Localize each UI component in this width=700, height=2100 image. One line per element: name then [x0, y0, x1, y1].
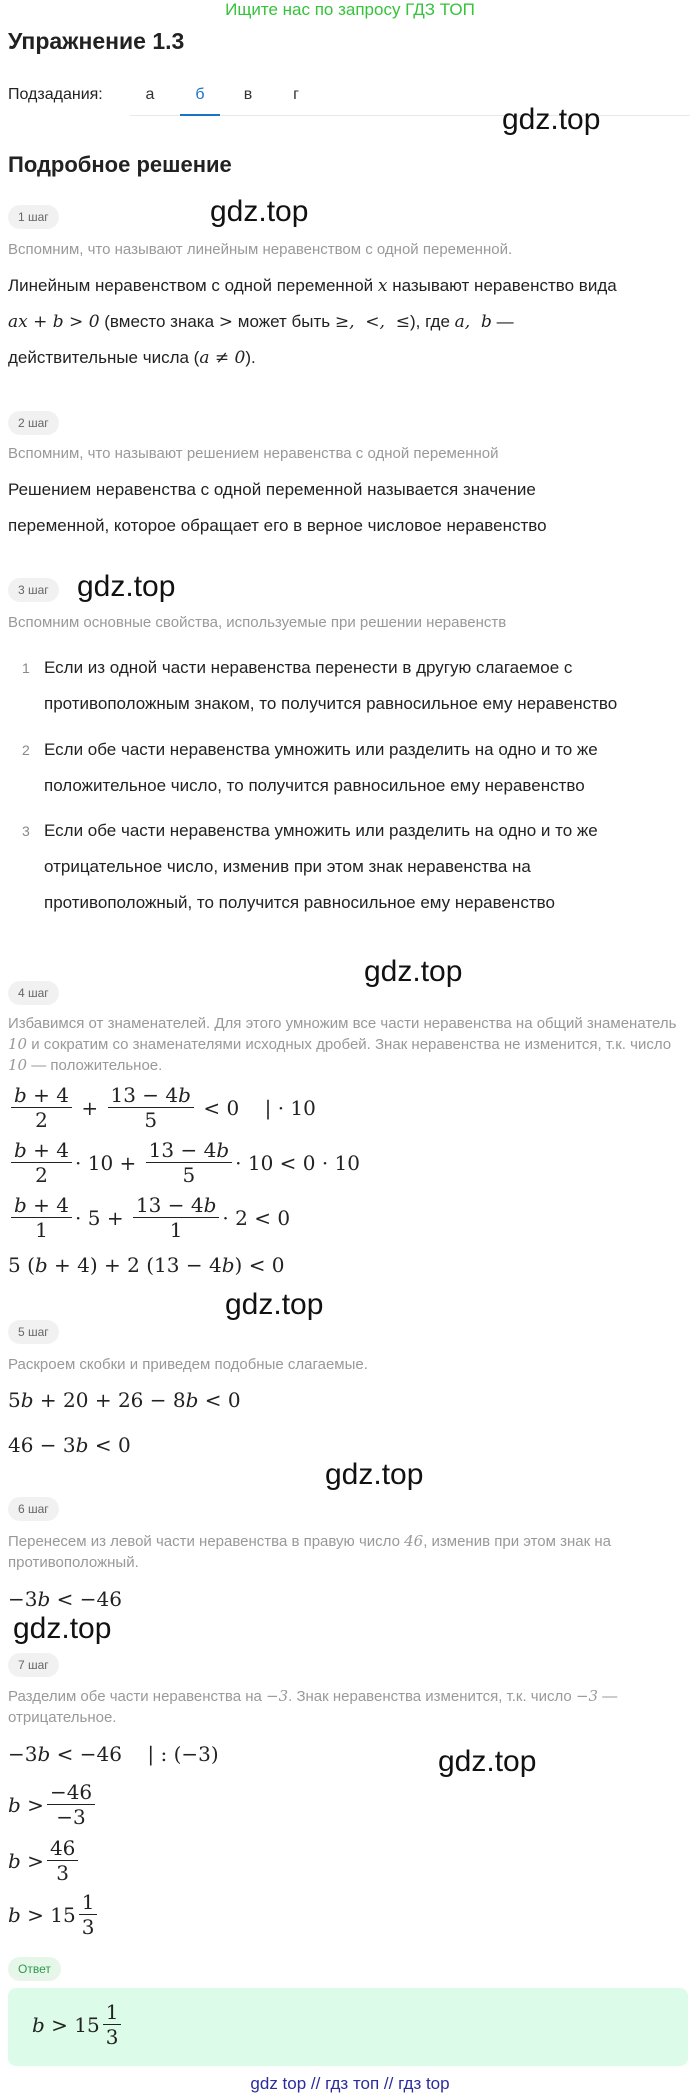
text-part: Перенесем из левой части неравенства в правую число: [8, 1533, 405, 1550]
formula: $\frac{b + 4}{1}$ · 5 + $\frac{13 - 4b}{1}$ · 2 < 0: [8, 1193, 290, 1242]
formula: b > $\frac{-46}{-3}$: [8, 1780, 98, 1829]
item-text: Если обе части неравенства умножить или разделить на одно и то же отрицательное число, изменив при этом знак неравенства на противоположный, то получится равносильное ему неравенство: [44, 821, 598, 912]
step-2-hint: Вспомним, что называют решением неравенства с одной переменной: [8, 445, 499, 462]
watermark: gdz.top: [77, 570, 176, 603]
watermark: gdz.top: [13, 1612, 112, 1645]
formula: 5 (b + 4) + 2 (13 − 4b) < 0: [8, 1253, 285, 1277]
text-part: 10: [8, 1035, 28, 1053]
answer-badge: Ответ: [8, 1957, 61, 1981]
step-6-badge: 6 шаг: [8, 1497, 59, 1521]
text-part: 10: [8, 1056, 28, 1074]
step-4-hint: [8, 1013, 678, 1076]
text-part: −3: [266, 1687, 289, 1705]
tab-g[interactable]: г: [293, 86, 299, 103]
step-7-badge: 7 шаг: [8, 1653, 59, 1677]
step-1-text: Линейным неравенством с одной переменной x называют неравенство вида ax + b > 0 (вместо знака > может быть ≥, <, ≤), где a, b — действительные числа (a ≠ 0).: [8, 276, 617, 368]
text-part: ).: [245, 348, 256, 367]
top-banner: Ищите нас по запросу ГДЗ ТОП: [225, 0, 475, 19]
item-number: 1: [22, 660, 30, 676]
formula: $\frac{b + 4}{2}$ · 10 + $\frac{13 - 4b}{5}$ · 10 < 0 · 10: [8, 1138, 360, 1187]
text-part: и сократим со знаменателями исходных дробей. Знак неравенства не изменится, т.к. число: [27, 1036, 672, 1053]
tab-a[interactable]: а: [145, 86, 155, 103]
item-text: Если обе части неравенства умножить или разделить на одно и то же положительное число, то получится равносильное ему неравенство: [44, 740, 598, 795]
exercise-title: Упражнение 1.3: [8, 28, 185, 54]
text-part: 46: [404, 1532, 424, 1550]
section-title: Подробное решение: [8, 152, 232, 177]
formula: 5b + 20 + 26 − 8b < 0: [8, 1388, 241, 1412]
step-2-text: Решением неравенства с одной переменной называется значение переменной, которое обращает его в верное числовое неравенство: [8, 480, 547, 535]
text-part: ), где: [409, 312, 455, 331]
formula: b > $\frac{46}{3}$: [8, 1836, 81, 1885]
active-tab-indicator: [180, 114, 220, 116]
text-part: Избавимся от знаменателей. Для этого умножим все части неравенства на общий знаменатель: [8, 1015, 677, 1032]
step-2-badge: 2 шаг: [8, 411, 59, 435]
text-part: может быть: [233, 312, 335, 331]
text-part: — положительное.: [27, 1057, 163, 1074]
text-part: (вместо знака: [99, 312, 219, 331]
answer-formula: b > 15 $\frac{1}{3}$: [32, 2000, 124, 2049]
step-3-hint: Вспомним основные свойства, используемые при решении неравенств: [8, 614, 507, 631]
watermark: gdz.top: [438, 1745, 537, 1778]
step-6-hint: [8, 1531, 678, 1573]
text-part: . Знак неравенства изменится, т.к. число: [288, 1688, 576, 1705]
step-4-badge: 4 шаг: [8, 981, 59, 1005]
formula: b > 15 $\frac{1}{3}$: [8, 1890, 100, 1939]
text-part: — отрицательное.: [8, 1688, 618, 1726]
text-part: Разделим обе части неравенства на: [8, 1688, 266, 1705]
watermark: gdz.top: [325, 1458, 424, 1491]
formula: −3b < −46 | : (−3): [8, 1742, 219, 1766]
text-part: , изменив при этом знак на противоположный.: [8, 1533, 611, 1571]
text-part: называют неравенство вида: [387, 276, 617, 295]
property-item: [22, 732, 662, 804]
property-item: [22, 650, 692, 722]
footer-links: gdz top // гдз топ // гдз top: [250, 2074, 450, 2093]
watermark: gdz.top: [225, 1288, 324, 1321]
tab-b[interactable]: б: [195, 86, 205, 103]
property-item: [22, 813, 662, 921]
text-part: −3: [575, 1687, 599, 1705]
formula: 46 − 3b < 0: [8, 1433, 131, 1457]
formula: $\frac{b + 4}{2}$ + $\frac{13 - 4b}{5}$ < 0 | · 10: [8, 1083, 316, 1132]
text-part: Линейным неравенством с одной переменной: [8, 276, 378, 295]
item-number: 2: [22, 742, 30, 758]
item-number: 3: [22, 823, 30, 839]
tab-v[interactable]: в: [243, 86, 253, 103]
watermark: gdz.top: [502, 103, 601, 136]
formula: −3b < −46: [8, 1587, 122, 1611]
subtasks-label: Подзадания:: [8, 86, 103, 103]
step-1-hint: Вспомним, что называют линейным неравенством с одной переменной.: [8, 241, 513, 258]
step-7-hint: [8, 1686, 688, 1728]
step-5-badge: 5 шаг: [8, 1320, 59, 1344]
text-part: —: [491, 312, 514, 331]
step-5-hint: Раскроем скобки и приведем подобные слагаемые.: [8, 1356, 368, 1373]
watermark: gdz.top: [210, 195, 309, 228]
step-1-badge: 1 шаг: [8, 205, 59, 229]
step-3-badge: 3 шаг: [8, 578, 59, 602]
item-text: Если из одной части неравенства перенести в другую слагаемое с противоположным знаком, то получится равносильное ему неравенство: [44, 658, 618, 713]
watermark: gdz.top: [364, 955, 463, 988]
text-part: действительные числа (: [8, 348, 200, 367]
